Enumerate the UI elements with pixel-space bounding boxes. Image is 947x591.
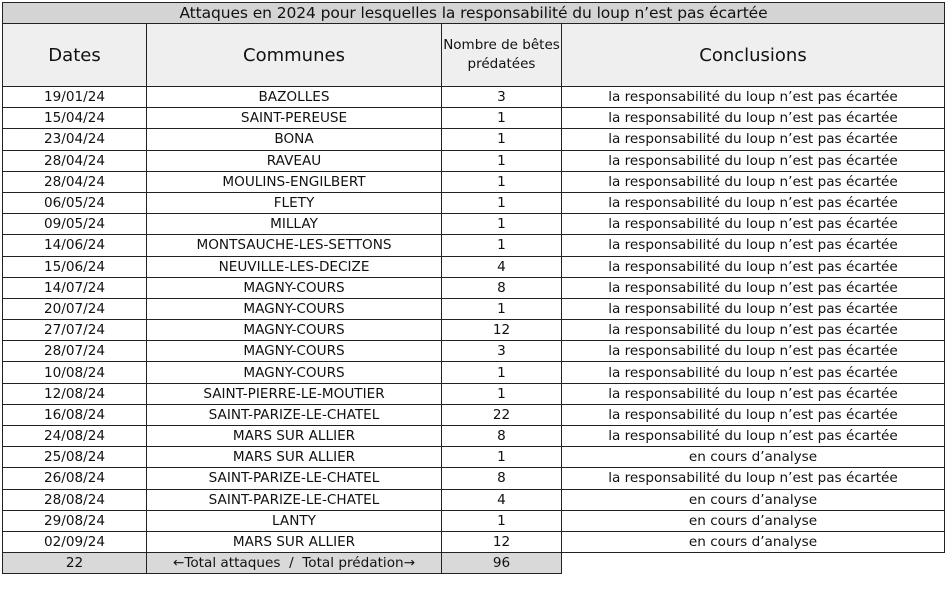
cell-nombre: 1 <box>442 362 562 383</box>
total-row <box>3 553 945 574</box>
table-row <box>3 383 945 404</box>
cell-nombre: 1 <box>442 447 562 468</box>
header-communes: Communes <box>147 24 442 87</box>
table-row <box>3 129 945 150</box>
table-row <box>3 447 945 468</box>
table-title-row <box>3 3 945 24</box>
cell-conclusion: la responsabilité du loup n’est pas écartée <box>562 404 945 425</box>
cell-commune: SAINT-PIERRE-LE-MOUTIER <box>147 383 442 404</box>
header-conclusions: Conclusions <box>562 24 945 87</box>
cell-conclusion: la responsabilité du loup n’est pas écartée <box>562 256 945 277</box>
table-row <box>3 150 945 171</box>
cell-commune: MAGNY-COURS <box>147 320 442 341</box>
cell-conclusion: la responsabilité du loup n’est pas écartée <box>562 298 945 319</box>
cell-nombre: 8 <box>442 277 562 298</box>
cell-date: 28/04/24 <box>3 171 147 192</box>
cell-conclusion: la responsabilité du loup n’est pas écartée <box>562 214 945 235</box>
cell-nombre: 22 <box>442 404 562 425</box>
cell-nombre: 1 <box>442 171 562 192</box>
cell-commune: SAINT-PEREUSE <box>147 108 442 129</box>
table-row <box>3 320 945 341</box>
table-row <box>3 468 945 489</box>
cell-nombre: 12 <box>442 320 562 341</box>
cell-nombre: 1 <box>442 150 562 171</box>
cell-date: 10/08/24 <box>3 362 147 383</box>
cell-nombre: 8 <box>442 468 562 489</box>
table-row <box>3 108 945 129</box>
cell-nombre: 1 <box>442 383 562 404</box>
cell-conclusion: la responsabilité du loup n’est pas écartée <box>562 468 945 489</box>
cell-date: 25/08/24 <box>3 447 147 468</box>
cell-nombre: 1 <box>442 108 562 129</box>
cell-commune: BONA <box>147 129 442 150</box>
total-predation: 96 <box>442 553 562 574</box>
cell-nombre: 1 <box>442 510 562 531</box>
cell-commune: MONTSAUCHE-LES-SETTONS <box>147 235 442 256</box>
table-title: Attaques en 2024 pour lesquelles la responsabilité du loup n’est pas écartée <box>3 3 945 24</box>
cell-date: 06/05/24 <box>3 192 147 213</box>
cell-commune: SAINT-PARIZE-LE-CHATEL <box>147 404 442 425</box>
cell-nombre: 1 <box>442 235 562 256</box>
cell-date: 28/08/24 <box>3 489 147 510</box>
cell-nombre: 3 <box>442 341 562 362</box>
cell-commune: BAZOLLES <box>147 87 442 108</box>
table-row <box>3 256 945 277</box>
cell-conclusion: la responsabilité du loup n’est pas écartée <box>562 108 945 129</box>
cell-date: 14/07/24 <box>3 277 147 298</box>
cell-commune: MAGNY-COURS <box>147 362 442 383</box>
cell-conclusion: la responsabilité du loup n’est pas écartée <box>562 150 945 171</box>
table-row <box>3 426 945 447</box>
cell-commune: LANTY <box>147 510 442 531</box>
cell-commune: MAGNY-COURS <box>147 277 442 298</box>
cell-conclusion: la responsabilité du loup n’est pas écartée <box>562 87 945 108</box>
cell-conclusion: la responsabilité du loup n’est pas écartée <box>562 235 945 256</box>
cell-date: 15/04/24 <box>3 108 147 129</box>
cell-date: 02/09/24 <box>3 531 147 552</box>
cell-date: 29/08/24 <box>3 510 147 531</box>
table-row <box>3 171 945 192</box>
cell-conclusion: en cours d’analyse <box>562 489 945 510</box>
cell-nombre: 12 <box>442 531 562 552</box>
cell-commune: MARS SUR ALLIER <box>147 447 442 468</box>
cell-date: 12/08/24 <box>3 383 147 404</box>
cell-nombre: 3 <box>442 87 562 108</box>
cell-conclusion: la responsabilité du loup n’est pas écartée <box>562 192 945 213</box>
table-row <box>3 235 945 256</box>
attacks-table <box>2 2 945 574</box>
cell-commune: SAINT-PARIZE-LE-CHATEL <box>147 489 442 510</box>
cell-commune: NEUVILLE-LES-DECIZE <box>147 256 442 277</box>
cell-nombre: 4 <box>442 489 562 510</box>
cell-nombre: 1 <box>442 298 562 319</box>
table-row <box>3 362 945 383</box>
cell-conclusion: la responsabilité du loup n’est pas écartée <box>562 362 945 383</box>
cell-conclusion: en cours d’analyse <box>562 447 945 468</box>
table-row <box>3 87 945 108</box>
cell-date: 24/08/24 <box>3 426 147 447</box>
cell-commune: SAINT-PARIZE-LE-CHATEL <box>147 468 442 489</box>
cell-date: 19/01/24 <box>3 87 147 108</box>
header-row <box>3 24 945 87</box>
cell-commune: MAGNY-COURS <box>147 341 442 362</box>
cell-date: 23/04/24 <box>3 129 147 150</box>
cell-conclusion: la responsabilité du loup n’est pas écartée <box>562 171 945 192</box>
cell-date: 20/07/24 <box>3 298 147 319</box>
cell-commune: MAGNY-COURS <box>147 298 442 319</box>
cell-commune: MARS SUR ALLIER <box>147 531 442 552</box>
table-row <box>3 214 945 235</box>
total-attaques: 22 <box>3 553 147 574</box>
table-row <box>3 192 945 213</box>
cell-commune: MOULINS-ENGILBERT <box>147 171 442 192</box>
cell-commune: MILLAY <box>147 214 442 235</box>
cell-date: 28/04/24 <box>3 150 147 171</box>
cell-date: 09/05/24 <box>3 214 147 235</box>
cell-commune: FLETY <box>147 192 442 213</box>
cell-nombre: 8 <box>442 426 562 447</box>
cell-conclusion: la responsabilité du loup n’est pas écartée <box>562 426 945 447</box>
cell-date: 27/07/24 <box>3 320 147 341</box>
table-row <box>3 510 945 531</box>
cell-conclusion: en cours d’analyse <box>562 510 945 531</box>
cell-conclusion: la responsabilité du loup n’est pas écartée <box>562 341 945 362</box>
table-row <box>3 341 945 362</box>
table-row <box>3 531 945 552</box>
cell-nombre: 1 <box>442 214 562 235</box>
cell-nombre: 4 <box>442 256 562 277</box>
cell-conclusion: la responsabilité du loup n’est pas écartée <box>562 383 945 404</box>
cell-date: 16/08/24 <box>3 404 147 425</box>
cell-commune: MARS SUR ALLIER <box>147 426 442 447</box>
total-empty-cell <box>562 553 945 574</box>
header-nombre: Nombre de bêtes prédatées <box>442 24 562 87</box>
cell-commune: RAVEAU <box>147 150 442 171</box>
header-dates: Dates <box>3 24 147 87</box>
table-body <box>3 87 945 553</box>
total-label: ←Total attaques / Total prédation→ <box>147 553 442 574</box>
table-row <box>3 298 945 319</box>
table-row <box>3 489 945 510</box>
cell-conclusion: la responsabilité du loup n’est pas écartée <box>562 129 945 150</box>
table-row <box>3 404 945 425</box>
cell-conclusion: en cours d’analyse <box>562 531 945 552</box>
table-row <box>3 277 945 298</box>
cell-conclusion: la responsabilité du loup n’est pas écartée <box>562 277 945 298</box>
cell-nombre: 1 <box>442 192 562 213</box>
cell-date: 14/06/24 <box>3 235 147 256</box>
cell-date: 28/07/24 <box>3 341 147 362</box>
cell-date: 26/08/24 <box>3 468 147 489</box>
cell-date: 15/06/24 <box>3 256 147 277</box>
cell-nombre: 1 <box>442 129 562 150</box>
cell-conclusion: la responsabilité du loup n’est pas écartée <box>562 320 945 341</box>
